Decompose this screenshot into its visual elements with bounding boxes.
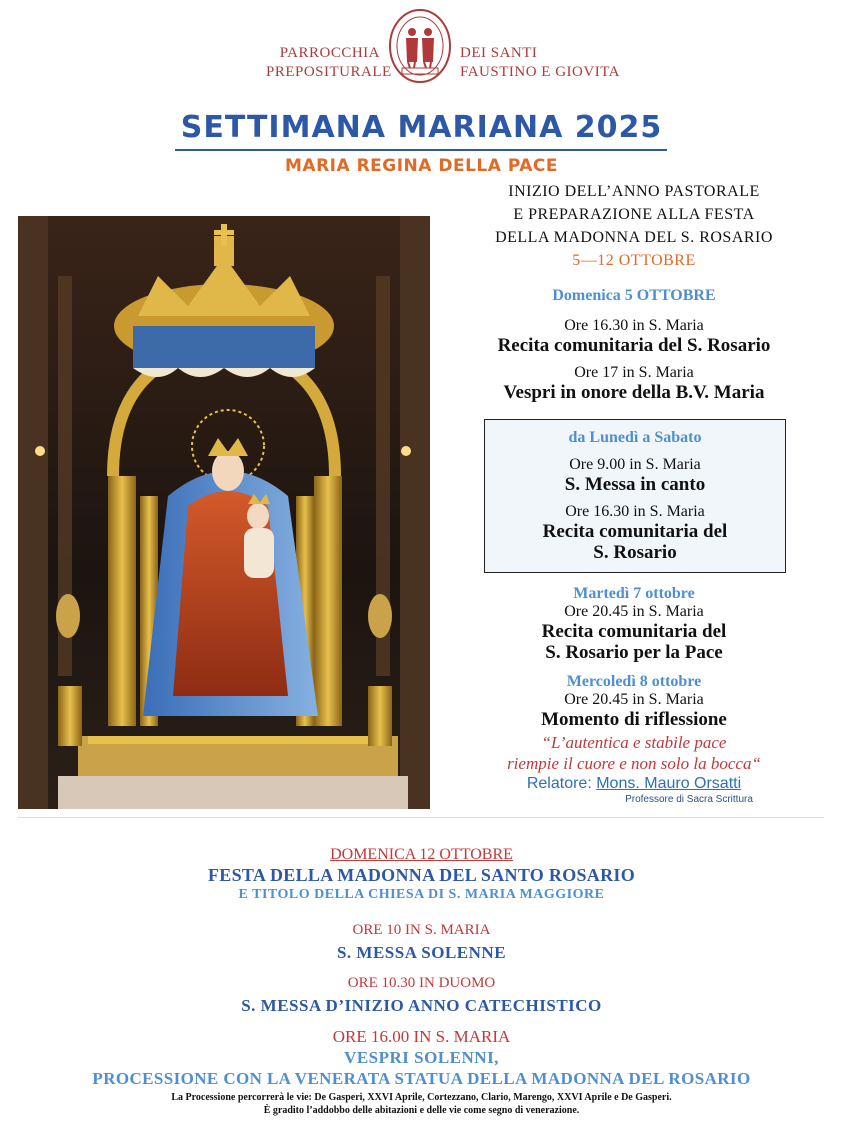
sunday-5-block: [444, 286, 824, 404]
sunday-12-church-title: E TITOLO DELLA CHIESA DI S. MARIA MAGGIORE: [238, 887, 605, 902]
parish-name-left: [266, 44, 392, 82]
speaker-label: Relatore:: [526, 775, 597, 792]
wednesday-quote-b: riempie il cuore e non solo la bocca“: [507, 754, 761, 773]
sunday-12-event-3a: VESPRI SOLENNI,: [344, 1048, 499, 1067]
sunday-5-event-1: Recita comunitaria del S. Rosario: [497, 335, 771, 356]
sunday-12-block: [0, 845, 843, 1117]
weekdays-time-2: Ore 16.30 in S. Maria: [565, 503, 705, 520]
intro-line-2: E PREPARAZIONE ALLA FESTA: [513, 206, 755, 223]
tuesday-event-a: Recita comunitaria del: [541, 621, 727, 642]
parish-right-line1: DEI SANTI: [460, 45, 538, 61]
parish-left-line1: PARROCCHIA: [279, 45, 380, 61]
weekdays-event-2b: S. Rosario: [593, 542, 677, 563]
tuesday-day: Martedì 7 ottobre: [573, 585, 695, 602]
section-divider: [18, 817, 824, 818]
weekdays-time-1: Ore 9.00 in S. Maria: [569, 456, 701, 473]
wednesday-quote-a: “L’autentica e stabile pace: [541, 733, 727, 752]
wednesday-day: Mercoledì 8 ottobre: [566, 673, 702, 690]
page-title: SETTIMANA MARIANA 2025: [180, 110, 663, 145]
weekdays-block: [484, 428, 786, 563]
sunday-5-time-2: Ore 17 in S. Maria: [574, 364, 694, 381]
speaker-name: Mons. Mauro Orsatti: [596, 775, 742, 792]
sunday-12-event-3b: PROCESSIONE CON LA VENERATA STATUA DELLA MADONNA DEL ROSARIO: [92, 1069, 751, 1088]
page-subtitle: MARIA REGINA DELLA PACE: [285, 156, 558, 176]
sunday-12-time-3: ORE 16.00 IN S. MARIA: [332, 1027, 511, 1046]
parish-right-line2: FAUSTINO E GIOVITA: [460, 64, 621, 80]
procession-note-2: È gradito l’addobbo delle abitazioni e delle vie come segno di venerazione.: [263, 1105, 580, 1116]
speaker-role: Professore di Sacra Scrittura: [625, 794, 753, 805]
sunday-12-time-2: ORE 10.30 IN DUOMO: [347, 975, 496, 991]
intro-line-1: INIZIO DELL’ANNO PASTORALE: [508, 183, 760, 200]
parish-seal-logo: [388, 8, 452, 84]
madonna-statue-photo: [18, 216, 430, 809]
sunday-12-event-1: S. MESSA SOLENNE: [336, 943, 507, 962]
intro-block: [444, 180, 824, 272]
sunday-5-time-1: Ore 16.30 in S. Maria: [564, 317, 704, 334]
sunday-12-day: DOMENICA 12 OTTOBRE: [330, 846, 513, 863]
parish-name-right: [460, 44, 620, 82]
weekdays-event-2a: Recita comunitaria del: [542, 521, 728, 542]
title-underline: [175, 149, 667, 151]
parish-left-line2: PREPOSITURALE: [266, 64, 392, 80]
wednesday-time: Ore 20.45 in S. Maria: [564, 691, 704, 708]
tuesday-time: Ore 20.45 in S. Maria: [564, 603, 704, 620]
weekdays-event-1: S. Messa in canto: [564, 474, 706, 495]
tuesday-event-b: S. Rosario per la Pace: [545, 642, 723, 663]
sunday-12-feast: FESTA DELLA MADONNA DEL SANTO ROSARIO: [207, 865, 636, 885]
sunday-12-time-1: ORE 10 IN S. MARIA: [352, 922, 491, 938]
tuesday-block: [444, 585, 824, 663]
wednesday-block: [444, 673, 824, 806]
sunday-5-event-2: Vespri in onore della B.V. Maria: [503, 382, 765, 403]
weekdays-day: da Lunedì a Sabato: [568, 429, 702, 446]
sunday-12-event-2: S. MESSA D’INIZIO ANNO CATECHISTICO: [241, 996, 602, 1015]
sunday-5-day: Domenica 5 OTTOBRE: [552, 287, 716, 304]
intro-line-3: DELLA MADONNA DEL S. ROSARIO: [495, 229, 773, 246]
procession-note-1: La Processione percorrerà le vie: De Gasperi, XXVI Aprile, Cortezzano, Clario, Marengo, XXVI Aprile e De Gasperi.: [171, 1092, 672, 1103]
wednesday-event: Momento di riflessione: [541, 709, 727, 730]
intro-dates: 5—12 OTTOBRE: [572, 252, 696, 269]
wednesday-speaker: [444, 774, 824, 794]
